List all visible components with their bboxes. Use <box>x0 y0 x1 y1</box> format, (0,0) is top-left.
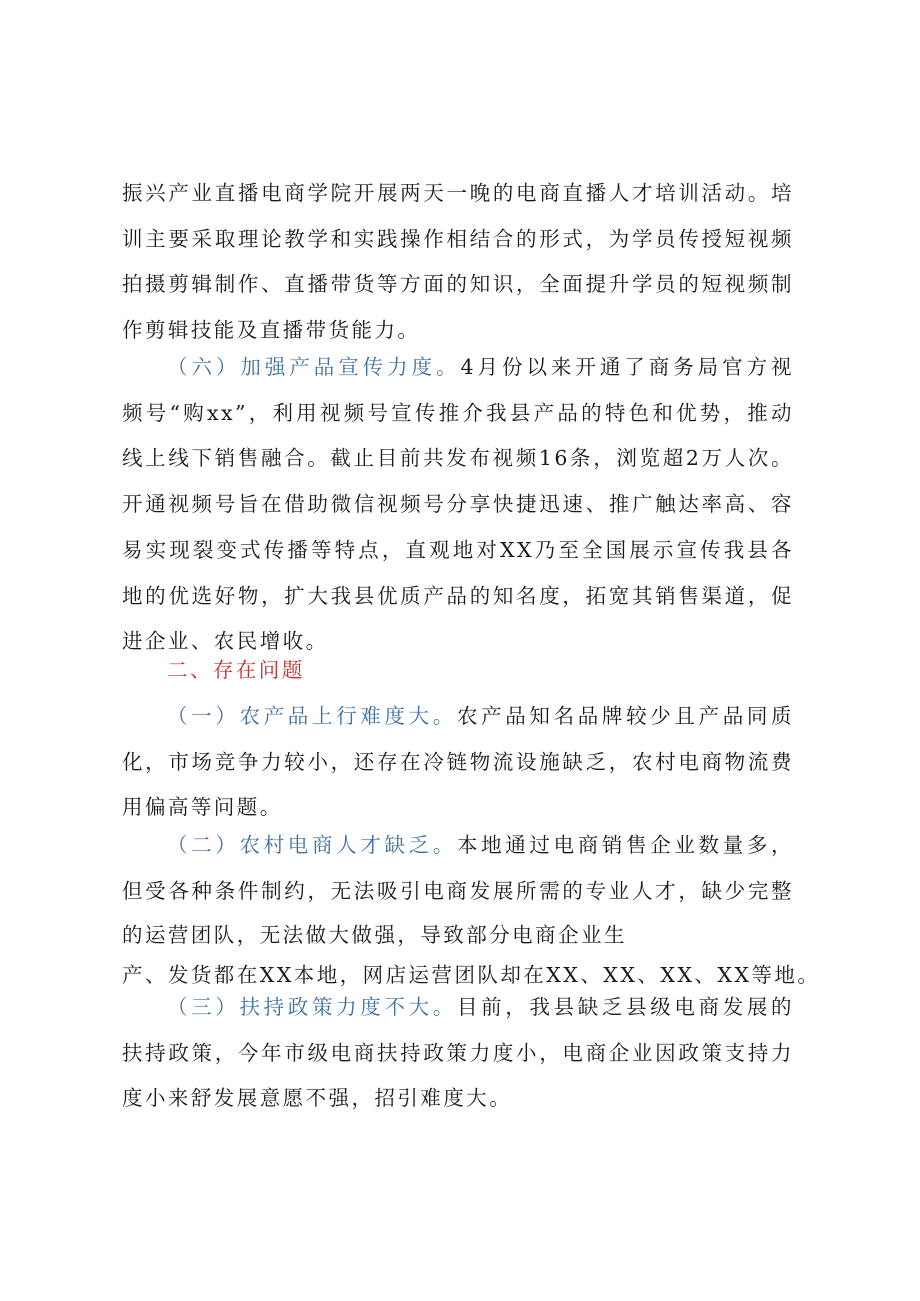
paragraph-product-promotion <box>122 345 794 665</box>
text-run: 目前，我县缺乏县级电商发展的 <box>456 995 794 1019</box>
text-line: 产、发货都在XX本地，网店运营团队却在XX、XX、XX、XX等地。 <box>122 963 821 988</box>
text-run: 本地通过电商销售企业数量多， <box>456 833 794 857</box>
text-line <box>122 694 794 740</box>
paragraph-heading: （二）农村电商人才缺乏。 <box>167 833 457 857</box>
section-title: 二、存在问题 <box>167 658 305 682</box>
paragraph-heading: （一）农产品上行难度大。 <box>167 704 457 728</box>
paragraph-heading: （六）加强产品宣传力度。 <box>167 355 461 379</box>
text-line <box>122 985 794 1031</box>
text-line: 但受各种条件制约，无法吸引电商发展所需的专业人才，缺少完整 <box>122 878 794 903</box>
paragraph-talent-shortage <box>122 823 821 994</box>
text-line: 线上线下销售融合。截止目前共发布视频16条，浏览超2万人次。 <box>122 446 794 471</box>
paragraph-training <box>122 171 794 354</box>
text-line: 化，市场竞争力较小，还存在冷链物流设施缺乏，农村电商物流费 <box>122 749 794 774</box>
text-line: 地的优选好物，扩大我县优质产品的知名度，拓宽其销售渠道，促 <box>122 583 794 608</box>
text-line: 训主要采取理论教学和实践操作相结合的形式，为学员传授短视频 <box>122 226 794 251</box>
text-line: 易实现裂变式传播等特点，直观地对XX乃至全国展示宣传我县各 <box>122 537 794 562</box>
text-line: 频号“购xx”，利用视频号宣传推介我县产品的特色和优势，推动 <box>122 400 794 425</box>
text-line: 用偏高等问题。 <box>122 795 283 820</box>
paragraph-policy-support <box>122 985 794 1122</box>
text-line: 振兴产业直播电商学院开展两天一晚的电商直播人才培训活动。培 <box>122 181 794 205</box>
text-run: 4月份以来开通了商务局官方视 <box>460 355 795 379</box>
text-run: 农产品知名品牌较少且产品同质 <box>456 704 794 728</box>
text-line: 进企业、农民增收。 <box>122 629 329 654</box>
text-line: 的运营团队，无法做大做强，导致部分电商企业生 <box>122 923 627 948</box>
text-line: 开通视频号旨在借助微信视频号分享快捷迅速、推广触达率高、容 <box>122 492 794 517</box>
text-line <box>122 823 794 869</box>
text-line: 作剪辑技能及直播带货能力。 <box>122 318 421 343</box>
paragraph-heading: （三）扶持政策力度不大。 <box>167 995 457 1019</box>
text-line <box>122 345 794 391</box>
text-line: 度小来舒发展意愿不强，招引难度大。 <box>122 1086 513 1111</box>
text-line: 拍摄剪辑制作、直播带货等方面的知识，全面提升学员的短视频制 <box>122 272 794 297</box>
paragraph-agri-products <box>122 694 794 831</box>
text-line: 扶持政策，今年市级电商扶持政策力度小，电商企业因政策支持力 <box>122 1040 794 1065</box>
section-heading-problems <box>122 648 794 694</box>
